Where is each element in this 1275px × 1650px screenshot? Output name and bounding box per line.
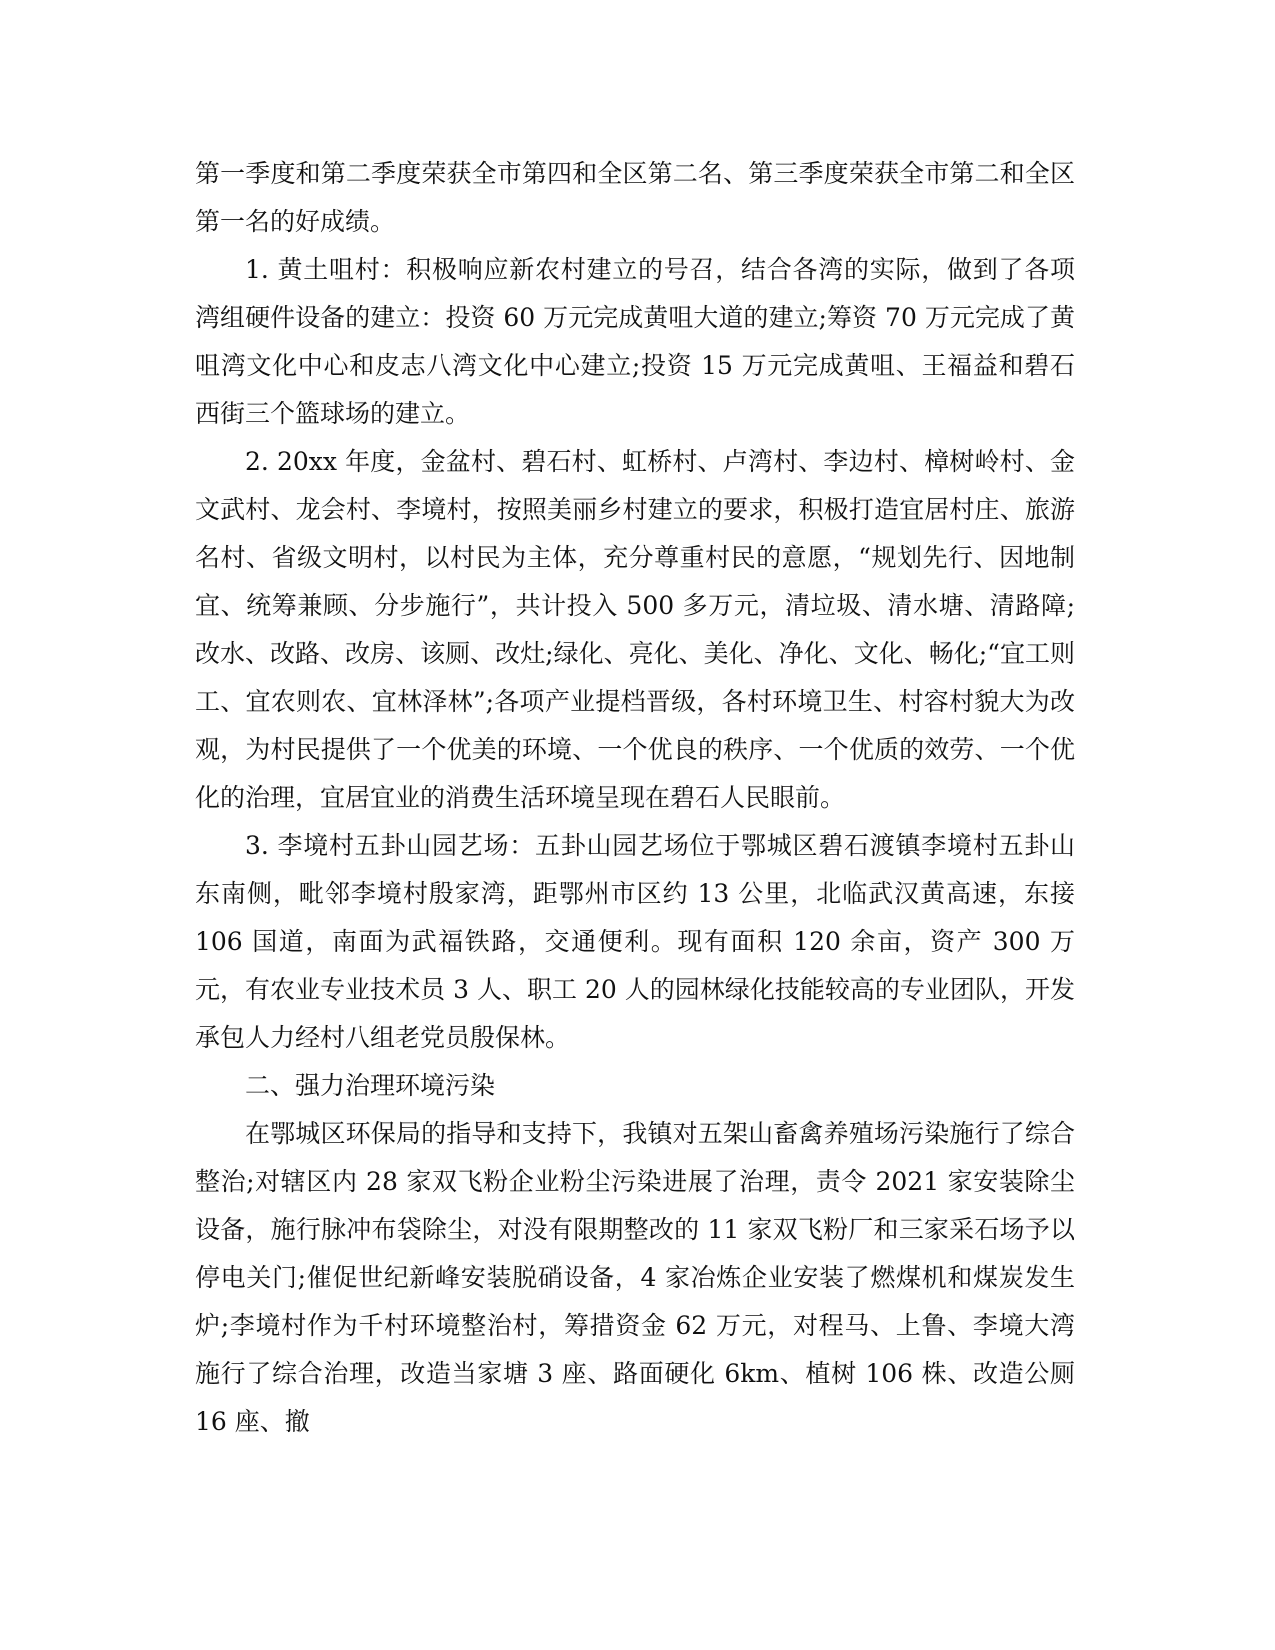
paragraph-beautiful-villages: 2. 20xx 年度，金盆村、碧石村、虹桥村、卢湾村、李边村、樟树岭村、金文武村、龙会村、李境村，按照美丽乡村建立的要求，积极打造宜居村庄、旅游名村、省级文明村，以村民为主体，充分尊重村民的意愿，“规划先行、因地制宜、统筹兼顾、分步施行”，共计投入 500 多万元，清垃圾、清水塘、清路障;改水、改路、改房、该厕、改灶;绿化、亮化、美化、净化、文化、畅化;“宜工则工、宜农则农、宜林泽林”;各项产业提档晋级，各村环境卫生、村容村貌大为改观，为村民提供了一个优美的环境、一个优良的秩序、一个优质的效劳、一个优化的治理，宜居宜业的消费生活环境呈现在碧石人民眼前。 [195, 447, 1075, 812]
paragraph-ranking-continuation: 第一季度和第二季度荣获全市第四和全区第二名、第三季度荣获全市第二和全区第一名的好成绩。 [195, 159, 1075, 236]
paragraph-huangtuzui-village: 1. 黄土咀村：积极响应新农村建立的号召，结合各湾的实际，做到了各项湾组硬件设备的建立：投资 60 万元完成黄咀大道的建立;筹资 70 万元完成了黄咀湾文化中心和皮志八湾文化中心建立;投资 15 万元完成黄咀、王福益和碧石西街三个篮球场的建立。 [195, 255, 1075, 428]
document-body [195, 150, 1075, 1446]
paragraph-wuguashan-nursery: 3. 李境村五卦山园艺场：五卦山园艺场位于鄂城区碧石渡镇李境村五卦山东南侧，毗邻李境村殷家湾，距鄂州市区约 13 公里，北临武汉黄高速，东接 106 国道，南面为武福铁路，交通便利。现有面积 120 余亩，资产 300 万元，有农业专业技术员 3 人、职工 20 人的园林绿化技能较高的专业团队，开发承包人力经村八组老党员殷保林。 [195, 831, 1075, 1052]
paragraph-pollution-control: 在鄂城区环保局的指导和支持下，我镇对五架山畜禽养殖场污染施行了综合整治;对辖区内 28 家双飞粉企业粉尘污染进展了治理，责令 2021 家安装除尘设备，施行脉冲布袋除尘，对没有限期整改的 11 家双飞粉厂和三家采石场予以停电关门;催促世纪新峰安装脱硝设备，4 家冶炼企业安装了燃煤机和煤炭发生炉;李境村作为千村环境整治村，筹措资金 62 万元，对程马、上鲁、李境大湾施行了综合治理，改造当家塘 3 座、路面硬化 6km、植树 106 株、改造公厕 16 座、撤 [195, 1119, 1075, 1436]
section-heading-pollution: 二、强力治理环境污染 [245, 1071, 496, 1100]
